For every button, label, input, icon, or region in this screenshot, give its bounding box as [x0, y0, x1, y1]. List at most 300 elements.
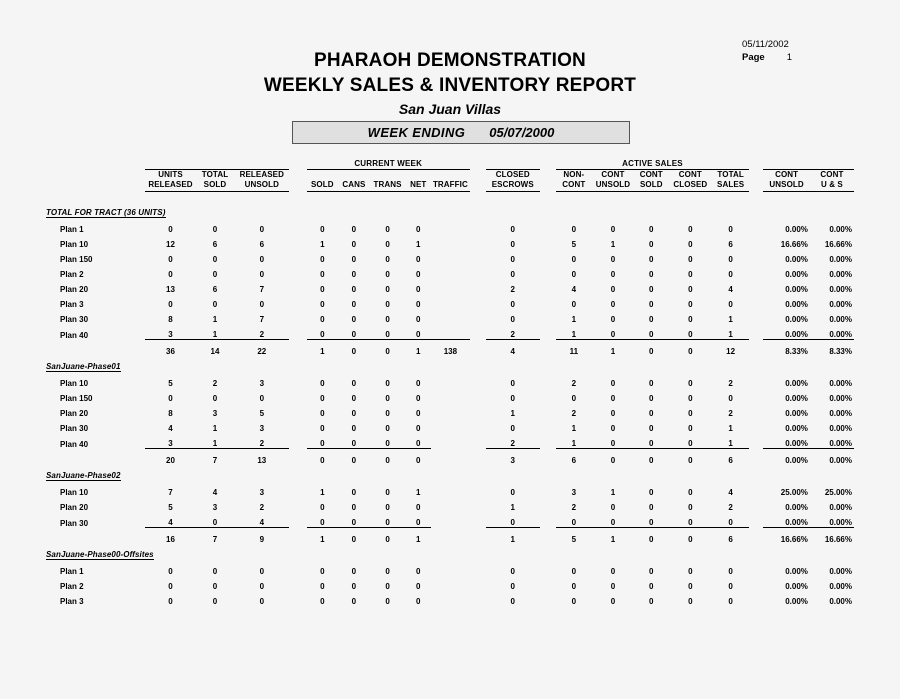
cell-current-week-net: 0 — [416, 439, 421, 448]
cell-cont-unsold: 0 — [610, 394, 616, 403]
col-header-total-sales-l1: TOTAL — [717, 170, 744, 179]
cell-non-cont: 1 — [571, 439, 577, 448]
spacer-cell — [289, 324, 306, 340]
table-row — [46, 497, 854, 512]
cell-subtotal-non-cont: 5 — [556, 528, 592, 545]
cell-cont-unsold-pct: 0.00% — [785, 255, 808, 264]
spacer-cell — [749, 234, 763, 249]
cell-current-week-cans: 0 — [351, 409, 357, 418]
cell-total-sales: 2 — [728, 379, 733, 388]
cell-subtotal-current-week-sold: 0 — [307, 449, 339, 466]
cell-cont-sold: 0 — [649, 225, 654, 234]
spacer-cell — [540, 497, 556, 512]
spacer-cell — [138, 155, 146, 170]
spacer-cell — [540, 180, 556, 192]
cell-current-week-traffic — [431, 388, 470, 403]
cell-cont-closed: 0 — [688, 518, 693, 527]
cell-current-week-net: 0 — [416, 270, 421, 279]
cell-closed-escrows: 0 — [510, 394, 515, 403]
cell-non-cont: 0 — [571, 597, 577, 606]
cell-non-cont: 4 — [571, 285, 577, 294]
subtotal-row — [46, 528, 854, 545]
cell-units-released: 0 — [168, 394, 173, 403]
spacer-cell — [470, 418, 486, 433]
group-header-current-week: CURRENT WEEK — [307, 155, 470, 170]
cell-plan-name: Plan 40 — [60, 330, 89, 340]
cell-current-week-trans: 0 — [385, 300, 390, 309]
section-title — [46, 356, 854, 373]
cell-cont-u-and-s-pct: 0.00% — [829, 285, 852, 294]
cell-subtotal-units-released: 16 — [145, 528, 195, 545]
header-spacer-row — [46, 192, 854, 203]
cell-current-week-traffic — [431, 234, 470, 249]
cell-current-week-net: 0 — [416, 255, 421, 264]
cell-cont-unsold-pct: 0.00% — [785, 424, 808, 433]
cell-units-released: 0 — [168, 225, 173, 234]
cell-current-week-trans: 0 — [385, 330, 390, 339]
col-header-total-sold-l1: TOTAL — [201, 170, 229, 179]
spacer-cell — [540, 482, 556, 497]
cell-subtotal-released-unsold: 9 — [234, 528, 289, 545]
spacer-cell — [289, 234, 306, 249]
cell-cont-sold: 0 — [649, 300, 654, 309]
cell-subtotal-units-released: 36 — [145, 340, 195, 357]
cell-cont-unsold-pct: 0.00% — [785, 225, 808, 234]
cell-current-week-net: 0 — [416, 330, 421, 339]
cell-cont-sold: 0 — [649, 567, 654, 576]
cell-cont-u-and-s-pct: 0.00% — [829, 424, 852, 433]
spacer-cell — [749, 482, 763, 497]
spacer-cell — [289, 576, 306, 591]
cell-closed-escrows: 0 — [510, 255, 515, 264]
spacer-cell — [289, 497, 306, 512]
cell-cont-u-and-s-pct: 0.00% — [829, 330, 852, 339]
spacer-cell — [470, 576, 486, 591]
cell-units-released: 0 — [168, 567, 173, 576]
spacer-cell — [289, 449, 306, 466]
cell-cont-sold: 0 — [649, 330, 654, 339]
table-row — [46, 403, 854, 418]
spacer-cell — [289, 219, 306, 234]
cell-total-sold: 3 — [212, 503, 218, 512]
cell-cont-unsold-pct: 0.00% — [785, 597, 808, 606]
cell-total-sold: 0 — [212, 255, 218, 264]
cell-cont-unsold: 0 — [610, 255, 616, 264]
cell-current-week-sold: 0 — [320, 439, 325, 448]
spacer-cell — [289, 264, 306, 279]
cell-total-sales: 0 — [728, 225, 733, 234]
cell-plan-name: Plan 150 — [60, 394, 93, 403]
cell-plan-name: Plan 20 — [60, 503, 89, 512]
cell-plan-name: Plan 3 — [60, 597, 84, 606]
table-row — [46, 234, 854, 249]
page-label: Page — [742, 52, 765, 63]
spacer-cell — [470, 373, 486, 388]
spacer-cell — [138, 388, 146, 403]
spacer-cell — [289, 155, 306, 170]
spacer-cell — [289, 388, 306, 403]
spacer-cell — [470, 309, 486, 324]
cell-current-week-sold: 0 — [320, 394, 325, 403]
cell-units-released: 0 — [168, 582, 173, 591]
spacer-cell — [540, 418, 556, 433]
spacer-cell — [749, 249, 763, 264]
cell-current-week-net: 0 — [416, 394, 421, 403]
table-row — [46, 388, 854, 403]
col-header-closed-escrows-l2: ESCROWS — [486, 180, 541, 192]
cell-subtotal-non-cont: 11 — [556, 340, 592, 357]
cell-current-week-trans: 0 — [385, 424, 390, 433]
cell-subtotal-released-unsold: 22 — [234, 340, 289, 357]
cell-cont-sold: 0 — [649, 255, 654, 264]
cell-current-week-sold: 0 — [320, 300, 325, 309]
spacer-cell — [749, 403, 763, 418]
cell-cont-unsold-pct: 0.00% — [785, 582, 808, 591]
cell-cont-unsold-pct: 0.00% — [785, 330, 808, 339]
cell-released-unsold: 0 — [259, 394, 265, 403]
cell-current-week-net: 0 — [416, 424, 421, 433]
table-row — [46, 249, 854, 264]
cell-current-week-net: 0 — [416, 300, 421, 309]
cell-current-week-cans: 0 — [351, 488, 357, 497]
spacer-cell — [289, 482, 306, 497]
spacer-cell — [289, 340, 306, 357]
cell-cont-unsold-pct: 25.00% — [780, 488, 808, 497]
spacer-cell — [470, 340, 486, 357]
report-subtitle-project: San Juan Villas — [398, 101, 502, 117]
cell-cont-sold: 0 — [649, 439, 654, 448]
cell-current-week-net: 0 — [416, 285, 421, 294]
cell-non-cont: 5 — [571, 240, 577, 249]
cell-current-week-traffic — [431, 279, 470, 294]
cell-subtotal-cont-u-and-s-pct: 0.00% — [810, 449, 854, 466]
spacer-cell — [540, 279, 556, 294]
cell-current-week-sold: 0 — [320, 424, 325, 433]
spacer-cell — [289, 591, 306, 606]
cell-cont-sold: 0 — [649, 409, 654, 418]
cell-subtotal-current-week-net: 1 — [406, 528, 431, 545]
cell-cont-sold: 0 — [649, 285, 654, 294]
cell-current-week-trans: 0 — [385, 255, 390, 264]
col-header-closed-escrows-l1: CLOSED — [495, 170, 530, 179]
cell-subtotal-current-week-traffic — [431, 449, 470, 466]
spacer-cell — [540, 234, 556, 249]
cell-released-unsold: 3 — [259, 379, 265, 388]
cell-cont-unsold-pct: 0.00% — [785, 439, 808, 448]
spacer-cell — [470, 294, 486, 309]
col-header-cont-unsold-l1: CONT — [601, 170, 625, 179]
cell-subtotal-total-sold: 14 — [196, 340, 235, 357]
cell-current-week-trans: 0 — [385, 315, 390, 324]
table-row — [46, 561, 854, 576]
cell-units-released: 0 — [168, 270, 173, 279]
page-indicator — [742, 51, 852, 64]
cell-current-week-cans: 0 — [351, 240, 357, 249]
cell-subtotal-cont-closed: 0 — [669, 449, 712, 466]
cell-current-week-cans: 0 — [351, 394, 357, 403]
cell-subtotal-label — [46, 449, 138, 466]
cell-total-sold: 1 — [212, 439, 218, 448]
col-header-cont-closed-l2: CLOSED — [669, 180, 712, 192]
cell-current-week-sold: 0 — [320, 315, 325, 324]
spacer-cell — [138, 264, 146, 279]
cell-cont-closed: 0 — [688, 225, 693, 234]
cell-closed-escrows: 0 — [510, 225, 515, 234]
cell-units-released: 3 — [168, 330, 173, 339]
cell-released-unsold: 2 — [259, 439, 265, 448]
cell-total-sold: 0 — [212, 567, 218, 576]
cell-cont-u-and-s-pct: 0.00% — [829, 409, 852, 418]
spacer-cell — [749, 264, 763, 279]
cell-cont-closed: 0 — [688, 409, 693, 418]
cell-current-week-trans: 0 — [385, 240, 390, 249]
spacer-cell — [470, 561, 486, 576]
spacer-cell — [470, 180, 486, 192]
spacer-cell — [540, 388, 556, 403]
spacer-cell — [289, 170, 306, 181]
cell-plan-name: Plan 3 — [60, 300, 84, 309]
cell-current-week-traffic — [431, 418, 470, 433]
table-header-row-line2 — [46, 180, 854, 192]
spacer-cell — [749, 180, 763, 192]
cell-current-week-net: 1 — [416, 240, 421, 249]
cell-subtotal-current-week-trans: 0 — [370, 340, 406, 357]
cell-subtotal-total-sales: 6 — [712, 449, 749, 466]
table-row — [46, 219, 854, 234]
spacer-cell — [289, 433, 306, 449]
cell-released-unsold: 2 — [259, 330, 265, 339]
cell-non-cont: 1 — [571, 315, 577, 324]
cell-released-unsold: 0 — [259, 597, 265, 606]
cell-subtotal-cont-u-and-s-pct: 8.33% — [810, 340, 854, 357]
spacer-cell — [749, 309, 763, 324]
spacer-cell — [749, 591, 763, 606]
cell-total-sold: 3 — [212, 409, 218, 418]
cell-subtotal-current-week-traffic — [431, 528, 470, 545]
cell-subtotal-current-week-cans: 0 — [338, 449, 370, 466]
cell-subtotal-label — [46, 340, 138, 357]
table-row — [46, 309, 854, 324]
cell-non-cont: 0 — [571, 270, 577, 279]
cell-cont-closed: 0 — [688, 255, 693, 264]
cell-current-week-cans: 0 — [351, 379, 357, 388]
cell-current-week-net: 0 — [416, 379, 421, 388]
spacer-cell — [138, 528, 146, 545]
cell-units-released: 4 — [168, 424, 173, 433]
cell-current-week-trans: 0 — [385, 567, 390, 576]
col-header-cw-trans-l2: TRANS — [370, 180, 406, 192]
cell-total-sales: 0 — [728, 597, 733, 606]
table-row — [46, 433, 854, 449]
spacer-cell — [749, 449, 763, 466]
cell-released-unsold: 0 — [259, 300, 265, 309]
group-rule-inventory — [196, 155, 235, 170]
cell-subtotal-closed-escrows: 4 — [486, 340, 541, 357]
cell-cont-unsold: 0 — [610, 330, 616, 339]
cell-current-week-net: 0 — [416, 225, 421, 234]
spacer-cell — [470, 219, 486, 234]
cell-current-week-traffic — [431, 497, 470, 512]
cell-total-sales: 4 — [728, 285, 733, 294]
cell-units-released: 7 — [168, 488, 173, 497]
cell-total-sales: 0 — [728, 300, 733, 309]
cell-cont-closed: 0 — [688, 379, 693, 388]
table-row — [46, 279, 854, 294]
spacer-cell — [289, 561, 306, 576]
col-header-non-cont-l2: CONT — [556, 180, 592, 192]
cell-current-week-cans: 0 — [351, 597, 357, 606]
cell-cont-unsold-pct: 0.00% — [785, 503, 808, 512]
cell-cont-unsold: 0 — [610, 424, 616, 433]
section-title-text: SanJuane-Phase02 — [46, 471, 121, 480]
spacer-cell — [540, 449, 556, 466]
spacer-cell — [540, 170, 556, 181]
cell-subtotal-current-week-cans: 0 — [338, 340, 370, 357]
cell-plan-name: Plan 2 — [60, 270, 84, 279]
cell-closed-escrows: 2 — [510, 330, 515, 339]
cell-cont-sold: 0 — [649, 394, 654, 403]
cell-current-week-trans: 0 — [385, 394, 390, 403]
report-title-primary: PHARAOH DEMONSTRATION — [314, 50, 586, 71]
cell-total-sold: 0 — [212, 225, 218, 234]
spacer-cell — [138, 340, 146, 357]
cell-plan-name: Plan 20 — [60, 285, 89, 294]
spacer-cell — [138, 279, 146, 294]
cell-current-week-trans: 0 — [385, 503, 390, 512]
cell-current-week-net: 0 — [416, 315, 421, 324]
cell-closed-escrows: 0 — [510, 597, 515, 606]
cell-cont-closed: 0 — [688, 424, 693, 433]
cell-cont-unsold: 0 — [610, 582, 616, 591]
spacer-cell — [749, 324, 763, 340]
cell-cont-u-and-s-pct: 0.00% — [829, 567, 852, 576]
cell-current-week-sold: 0 — [320, 518, 325, 527]
cell-cont-u-and-s-pct: 0.00% — [829, 300, 852, 309]
cell-closed-escrows: 0 — [510, 315, 515, 324]
cell-current-week-traffic — [431, 482, 470, 497]
col-header-cw-sold-l1 — [307, 170, 339, 181]
spacer-cell — [138, 403, 146, 418]
spacer-cell — [540, 324, 556, 340]
cell-current-week-cans: 0 — [351, 285, 357, 294]
cell-closed-escrows: 1 — [510, 409, 515, 418]
cell-current-week-sold: 0 — [320, 597, 325, 606]
cell-total-sold: 6 — [212, 285, 218, 294]
subtotal-row — [46, 340, 854, 357]
table-row — [46, 482, 854, 497]
cell-non-cont: 2 — [571, 409, 577, 418]
spacer-cell — [749, 528, 763, 545]
cell-subtotal-cont-unsold: 1 — [592, 340, 634, 357]
cell-plan-name: Plan 1 — [60, 225, 84, 234]
cell-subtotal-current-week-traffic: 138 — [431, 340, 470, 357]
cell-cont-unsold-pct: 0.00% — [785, 270, 808, 279]
cell-plan-name: Plan 20 — [60, 409, 89, 418]
section-title-text: SanJuane-Phase00-Offsites — [46, 550, 154, 559]
cell-cont-closed: 0 — [688, 503, 693, 512]
group-rule-inventory — [145, 155, 195, 170]
cell-cont-unsold-pct: 0.00% — [785, 285, 808, 294]
cell-cont-u-and-s-pct: 0.00% — [829, 379, 852, 388]
spacer-cell — [138, 576, 146, 591]
cell-total-sales: 0 — [728, 518, 733, 527]
spacer-cell — [749, 294, 763, 309]
table-header-row-line1 — [46, 170, 854, 181]
cell-cont-sold: 0 — [649, 379, 654, 388]
spacer-cell — [540, 373, 556, 388]
cell-total-sales: 1 — [728, 330, 733, 339]
cell-current-week-sold: 0 — [320, 330, 325, 339]
spacer-cell — [289, 294, 306, 309]
cell-cont-closed: 0 — [688, 270, 693, 279]
cell-current-week-traffic — [431, 591, 470, 606]
cell-closed-escrows: 2 — [510, 439, 515, 448]
table-group-header-row — [46, 155, 854, 170]
cell-cont-unsold-pct: 16.66% — [780, 240, 808, 249]
spacer-cell — [470, 264, 486, 279]
cell-current-week-sold: 0 — [320, 225, 325, 234]
spacer-cell — [749, 155, 763, 170]
spacer-cell — [749, 279, 763, 294]
col-header-cw-net-l1 — [406, 170, 431, 181]
cell-current-week-cans: 0 — [351, 567, 357, 576]
spacer-cell — [540, 433, 556, 449]
cell-current-week-cans: 0 — [351, 300, 357, 309]
cell-total-sold: 1 — [212, 330, 218, 339]
cell-plan-name: Plan 40 — [60, 439, 89, 449]
col-header-cont-unsold-pct-l1: CONT — [775, 170, 799, 179]
table-row — [46, 512, 854, 528]
spacer-cell — [138, 512, 146, 528]
cell-total-sales: 6 — [728, 240, 733, 249]
cell-closed-escrows: 1 — [510, 503, 515, 512]
section-title — [46, 465, 854, 482]
spacer-cell — [540, 528, 556, 545]
cell-released-unsold: 0 — [259, 582, 265, 591]
cell-cont-closed: 0 — [688, 597, 693, 606]
col-header-released-unsold-l1: RELEASED — [239, 170, 284, 179]
cell-cont-unsold: 0 — [610, 409, 616, 418]
cell-total-sold: 0 — [212, 597, 218, 606]
spacer-cell — [138, 418, 146, 433]
col-header-cont-us-pct-l2: U & S — [810, 180, 854, 192]
cell-non-cont: 1 — [571, 424, 577, 433]
spacer-cell — [749, 576, 763, 591]
spacer-cell — [470, 512, 486, 528]
spacer-cell — [46, 180, 138, 192]
cell-current-week-trans: 0 — [385, 488, 390, 497]
cell-total-sales: 0 — [728, 394, 733, 403]
cell-subtotal-total-sold: 7 — [196, 449, 235, 466]
cell-current-week-trans: 0 — [385, 597, 390, 606]
spacer-cell — [138, 294, 146, 309]
spacer-cell — [138, 373, 146, 388]
cell-units-released: 13 — [166, 285, 175, 294]
cell-current-week-cans: 0 — [351, 225, 357, 234]
spacer-cell — [470, 497, 486, 512]
spacer-cell — [138, 433, 146, 449]
cell-closed-escrows: 0 — [510, 582, 515, 591]
cell-released-unsold: 2 — [259, 503, 265, 512]
section-title-text: TOTAL FOR TRACT (36 UNITS) — [46, 208, 166, 217]
cell-cont-unsold: 0 — [610, 285, 616, 294]
spacer-cell — [138, 449, 146, 466]
spacer-cell — [46, 192, 854, 203]
spacer-cell — [749, 497, 763, 512]
cell-cont-sold: 0 — [649, 240, 654, 249]
cell-current-week-traffic — [431, 264, 470, 279]
cell-cont-unsold-pct: 0.00% — [785, 379, 808, 388]
